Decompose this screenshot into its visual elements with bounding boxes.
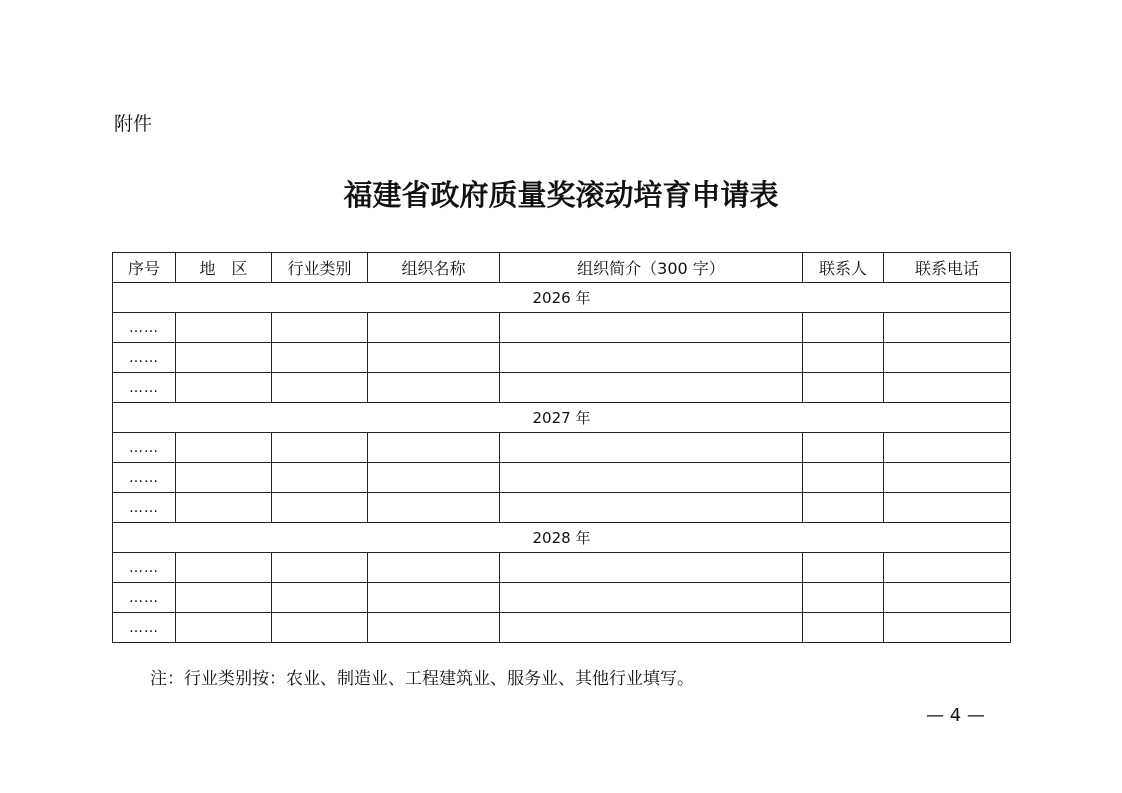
contact-cell[interactable] (803, 613, 884, 643)
phone-cell[interactable] (884, 313, 1011, 343)
industry-cell[interactable] (272, 493, 368, 523)
org-name-cell[interactable] (368, 583, 500, 613)
table-row (113, 493, 1011, 523)
region-cell[interactable] (176, 583, 272, 613)
header-industry: 行业类别 (272, 253, 368, 283)
table-row (113, 553, 1011, 583)
header-region: 地 区 (176, 253, 272, 283)
year-row (113, 403, 1011, 433)
table-row (113, 613, 1011, 643)
org-name-cell[interactable] (368, 553, 500, 583)
contact-cell[interactable] (803, 463, 884, 493)
year-label: 2028 年 (113, 523, 1011, 553)
phone-cell[interactable] (884, 553, 1011, 583)
table-row (113, 463, 1011, 493)
region-cell[interactable] (176, 343, 272, 373)
contact-cell[interactable] (803, 373, 884, 403)
table-row (113, 583, 1011, 613)
org-intro-cell[interactable] (500, 373, 803, 403)
table-row (113, 313, 1011, 343)
seq-cell: …… (113, 553, 176, 583)
phone-cell[interactable] (884, 343, 1011, 373)
year-row (113, 523, 1011, 553)
org-intro-cell[interactable] (500, 463, 803, 493)
table-note: 注：行业类别按：农业、制造业、工程建筑业、服务业、其他行业填写。 (150, 669, 694, 689)
contact-cell[interactable] (803, 313, 884, 343)
org-intro-cell[interactable] (500, 343, 803, 373)
industry-cell[interactable] (272, 583, 368, 613)
seq-cell: …… (113, 433, 176, 463)
industry-cell[interactable] (272, 613, 368, 643)
org-name-cell[interactable] (368, 373, 500, 403)
region-cell[interactable] (176, 553, 272, 583)
region-cell[interactable] (176, 613, 272, 643)
org-intro-cell[interactable] (500, 583, 803, 613)
region-cell[interactable] (176, 433, 272, 463)
table-row (113, 433, 1011, 463)
org-name-cell[interactable] (368, 613, 500, 643)
application-table (112, 252, 1011, 643)
phone-cell[interactable] (884, 583, 1011, 613)
industry-cell[interactable] (272, 343, 368, 373)
contact-cell[interactable] (803, 343, 884, 373)
header-phone: 联系电话 (884, 253, 1011, 283)
contact-cell[interactable] (803, 433, 884, 463)
year-label: 2026 年 (113, 283, 1011, 313)
table-row (113, 343, 1011, 373)
org-name-cell[interactable] (368, 343, 500, 373)
region-cell[interactable] (176, 463, 272, 493)
phone-cell[interactable] (884, 493, 1011, 523)
org-intro-cell[interactable] (500, 553, 803, 583)
table-header-row (113, 253, 1011, 283)
contact-cell[interactable] (803, 553, 884, 583)
org-name-cell[interactable] (368, 313, 500, 343)
org-name-cell[interactable] (368, 463, 500, 493)
region-cell[interactable] (176, 313, 272, 343)
attachment-label: 附件 (114, 113, 153, 135)
seq-cell: …… (113, 463, 176, 493)
phone-cell[interactable] (884, 373, 1011, 403)
year-row (113, 283, 1011, 313)
seq-cell: …… (113, 613, 176, 643)
org-intro-cell[interactable] (500, 313, 803, 343)
region-cell[interactable] (176, 493, 272, 523)
phone-cell[interactable] (884, 433, 1011, 463)
header-contact: 联系人 (803, 253, 884, 283)
phone-cell[interactable] (884, 463, 1011, 493)
seq-cell: …… (113, 583, 176, 613)
industry-cell[interactable] (272, 373, 368, 403)
industry-cell[interactable] (272, 553, 368, 583)
org-name-cell[interactable] (368, 493, 500, 523)
seq-cell: …… (113, 493, 176, 523)
org-intro-cell[interactable] (500, 433, 803, 463)
seq-cell: …… (113, 373, 176, 403)
org-intro-cell[interactable] (500, 493, 803, 523)
industry-cell[interactable] (272, 313, 368, 343)
org-name-cell[interactable] (368, 433, 500, 463)
header-org-name: 组织名称 (368, 253, 500, 283)
seq-cell: …… (113, 313, 176, 343)
page-number: — 4 — (926, 705, 985, 726)
seq-cell: …… (113, 343, 176, 373)
document-title: 福建省政府质量奖滚动培育申请表 (343, 178, 779, 212)
table-row (113, 373, 1011, 403)
header-org-intro: 组织简介（300 字） (500, 253, 803, 283)
industry-cell[interactable] (272, 463, 368, 493)
industry-cell[interactable] (272, 433, 368, 463)
contact-cell[interactable] (803, 493, 884, 523)
year-label: 2027 年 (113, 403, 1011, 433)
contact-cell[interactable] (803, 583, 884, 613)
phone-cell[interactable] (884, 613, 1011, 643)
header-seq: 序号 (113, 253, 176, 283)
region-cell[interactable] (176, 373, 272, 403)
org-intro-cell[interactable] (500, 613, 803, 643)
